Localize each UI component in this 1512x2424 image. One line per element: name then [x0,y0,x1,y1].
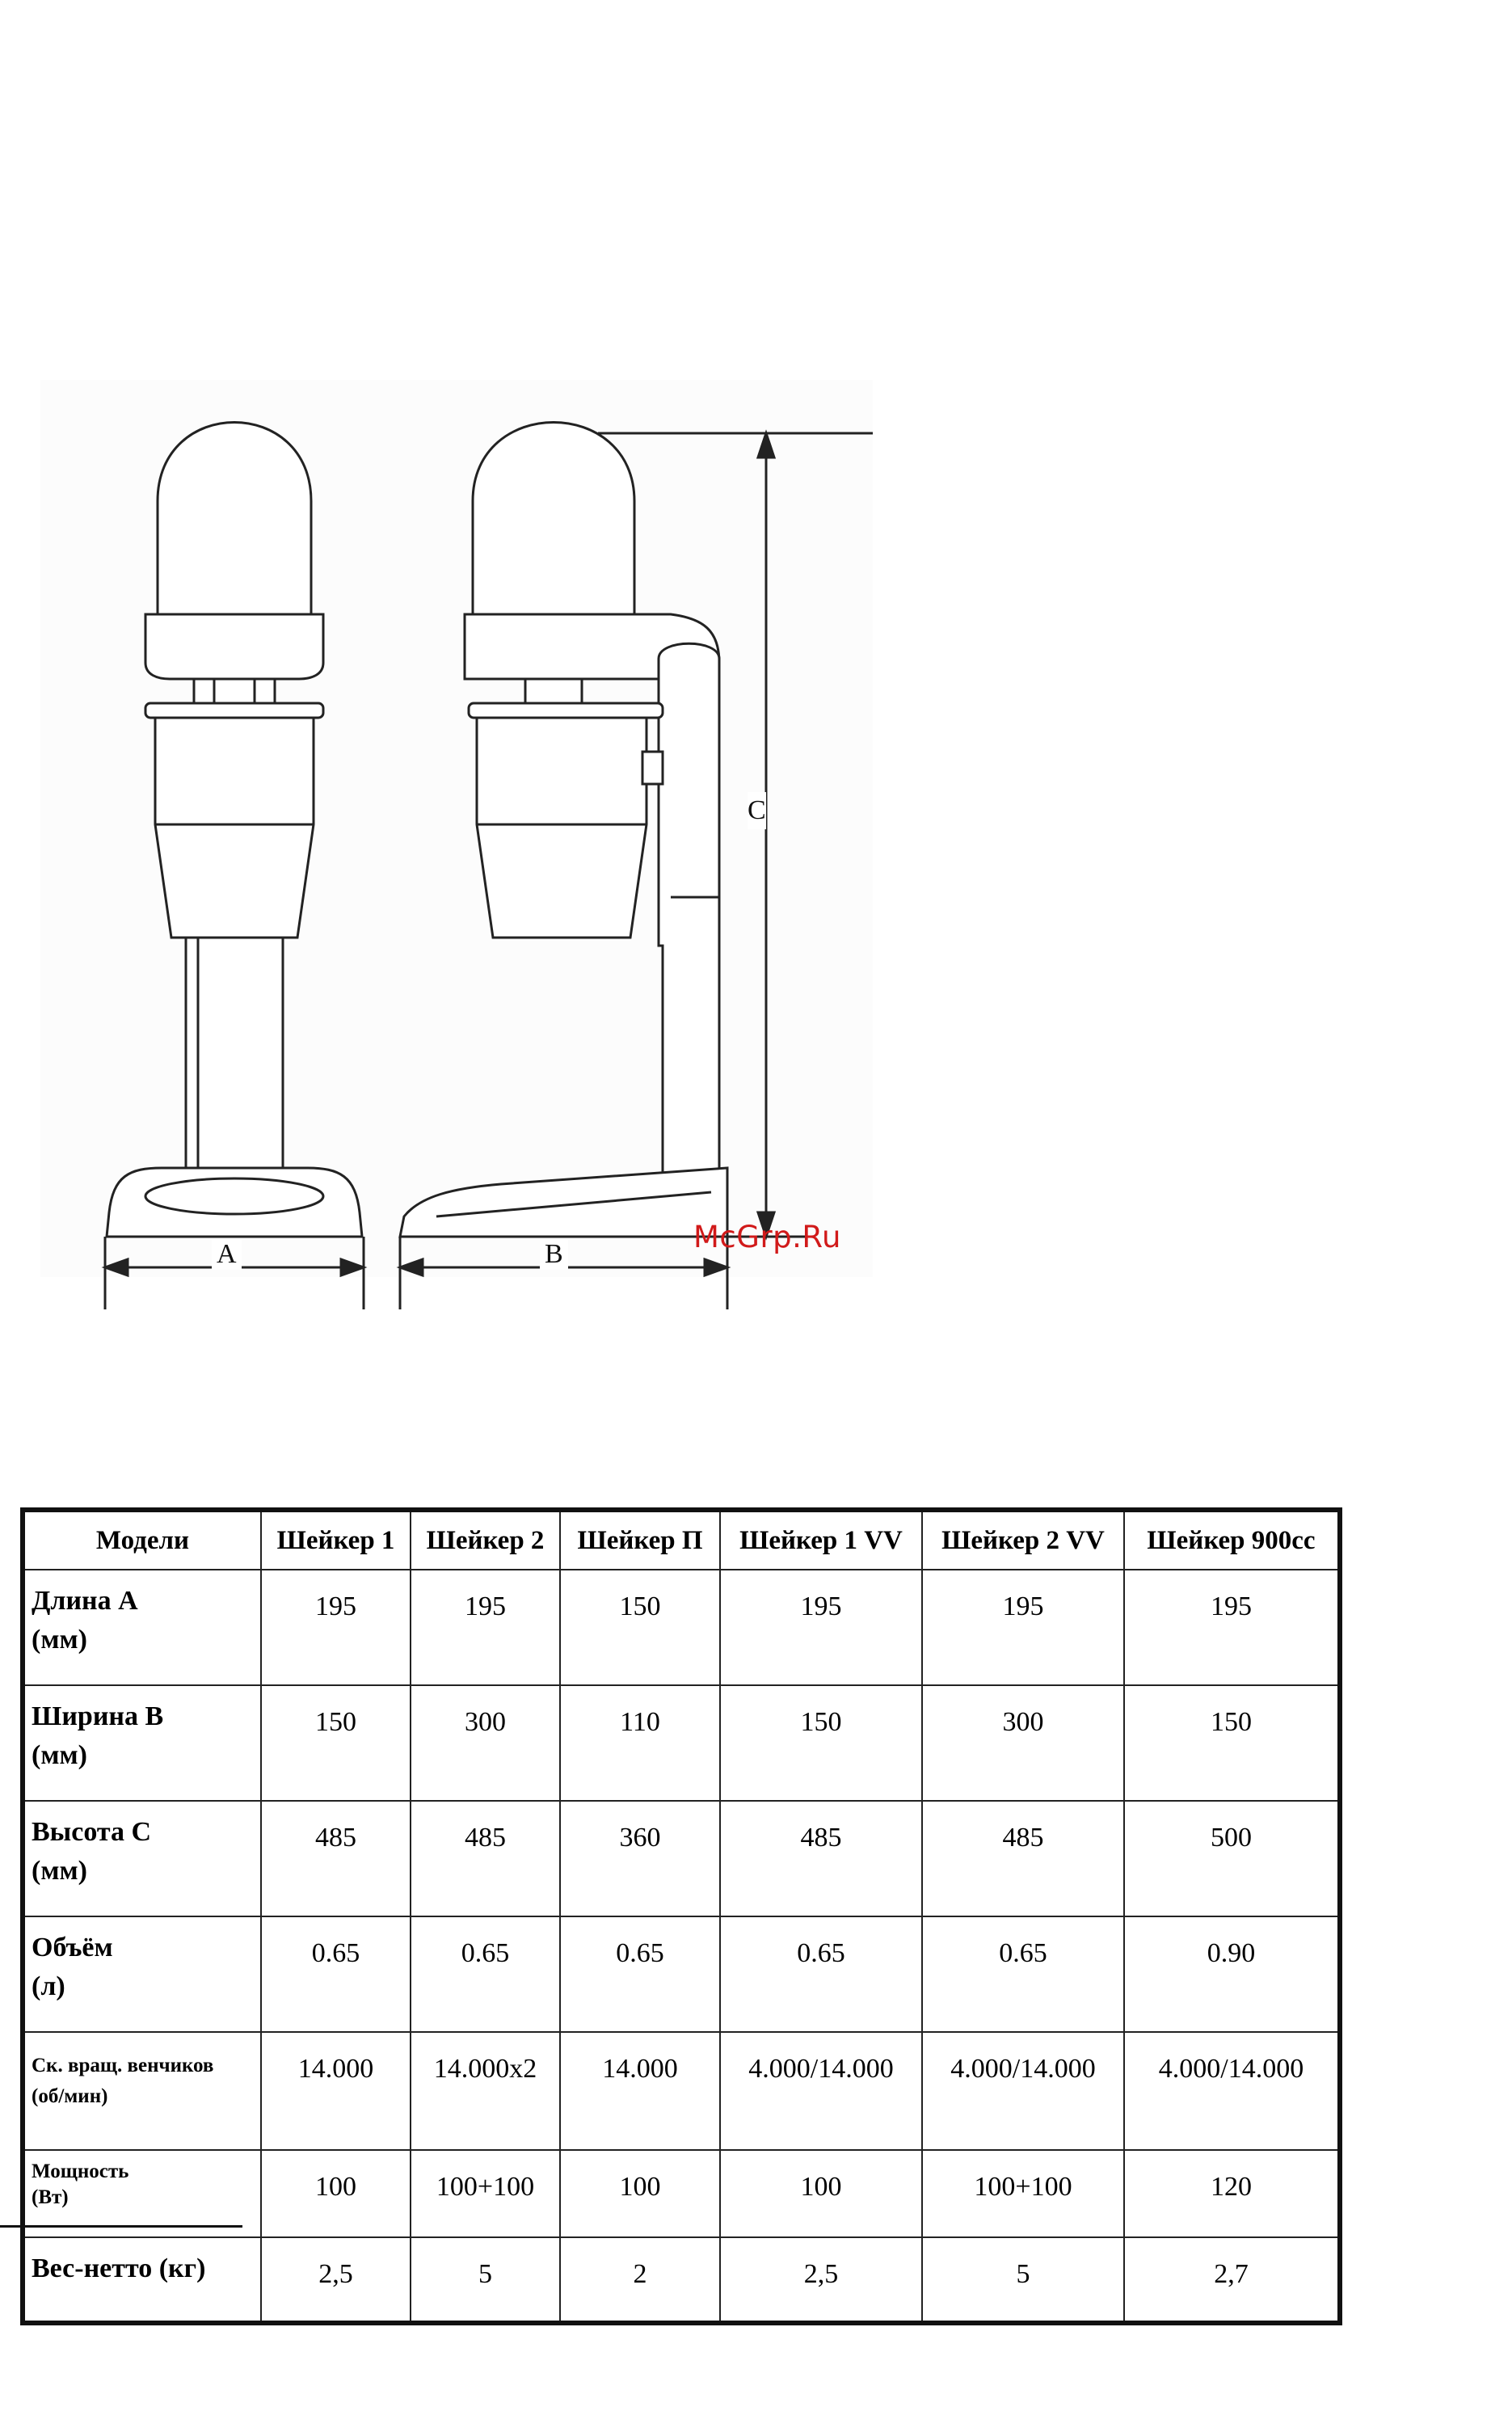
table-cell: 14.000 [560,2032,720,2150]
table-cell: 0.65 [922,1916,1124,2032]
table-cell: 300 [922,1685,1124,1801]
table-row [23,1570,1340,1685]
column-header: Модели [23,1510,261,1570]
table-cell: 2 [560,2237,720,2323]
dimension-label-b: B [540,1239,568,1270]
table-row [23,2150,1340,2237]
table-header-row [23,1510,1340,1570]
row-label: Мощность (Вт) [23,2150,261,2237]
row-label: Высота С (мм) [23,1801,261,1916]
table-cell: 195 [922,1570,1124,1685]
shaker-dimension-drawing [32,380,873,1317]
column-header: Шейкер 900cc [1124,1510,1340,1570]
table-cell: 2,5 [720,2237,922,2323]
table-row [23,1801,1340,1916]
table-cell: 150 [261,1685,411,1801]
table-cell: 0.65 [411,1916,560,2032]
row-label: Вес-нетто (кг) [23,2237,261,2323]
table-row [23,1916,1340,2032]
dimension-label-c: C [748,792,766,829]
table-cell: 0.65 [560,1916,720,2032]
table-row [23,1685,1340,1801]
table-cell: 100+100 [922,2150,1124,2237]
row-label: Длина А (мм) [23,1570,261,1685]
row-label: Ск. вращ. венчиков (об/мин) [23,2032,261,2150]
table-cell: 5 [411,2237,560,2323]
table-cell: 485 [261,1801,411,1916]
dimension-label-a: A [212,1239,242,1270]
table-cell: 150 [560,1570,720,1685]
column-header: Шейкер 1 VV [720,1510,922,1570]
table-cell: 300 [411,1685,560,1801]
table-cell: 120 [1124,2150,1340,2237]
table-cell: 2,5 [261,2237,411,2323]
table-cell: 195 [720,1570,922,1685]
table-cell: 485 [922,1801,1124,1916]
column-header: Шейкер 2 VV [922,1510,1124,1570]
table-cell: 4.000/14.000 [720,2032,922,2150]
column-header: Шейкер 2 [411,1510,560,1570]
table-cell: 100 [720,2150,922,2237]
table-cell: 150 [1124,1685,1340,1801]
table-cell: 485 [411,1801,560,1916]
table-cell: 14.000 [261,2032,411,2150]
table-cell: 14.000x2 [411,2032,560,2150]
table-row [23,2237,1340,2323]
table-cell: 150 [720,1685,922,1801]
table-cell: 110 [560,1685,720,1801]
table-cell: 5 [922,2237,1124,2323]
table-cell: 0.90 [1124,1916,1340,2032]
table-cell: 485 [720,1801,922,1916]
row-label: Ширина В (мм) [23,1685,261,1801]
table-cell: 500 [1124,1801,1340,1916]
table-cell: 4.000/14.000 [1124,2032,1340,2150]
table-cell: 100+100 [411,2150,560,2237]
column-header: Шейкер П [560,1510,720,1570]
table-cell: 4.000/14.000 [922,2032,1124,2150]
table-cell: 195 [1124,1570,1340,1685]
table-cell: 100 [261,2150,411,2237]
table-cell: 2,7 [1124,2237,1340,2323]
table-cell: 100 [560,2150,720,2237]
row-label: Объём (л) [23,1916,261,2032]
table-cell: 195 [261,1570,411,1685]
specifications-table [20,1507,1342,2325]
column-header: Шейкер 1 [261,1510,411,1570]
table-cell: 360 [560,1801,720,1916]
table-cell: 0.65 [261,1916,411,2032]
table-cell: 0.65 [720,1916,922,2032]
footnote-divider [0,2225,242,2228]
table-cell: 195 [411,1570,560,1685]
watermark: McGrp.Ru [693,1220,841,1254]
table-row [23,2032,1340,2150]
